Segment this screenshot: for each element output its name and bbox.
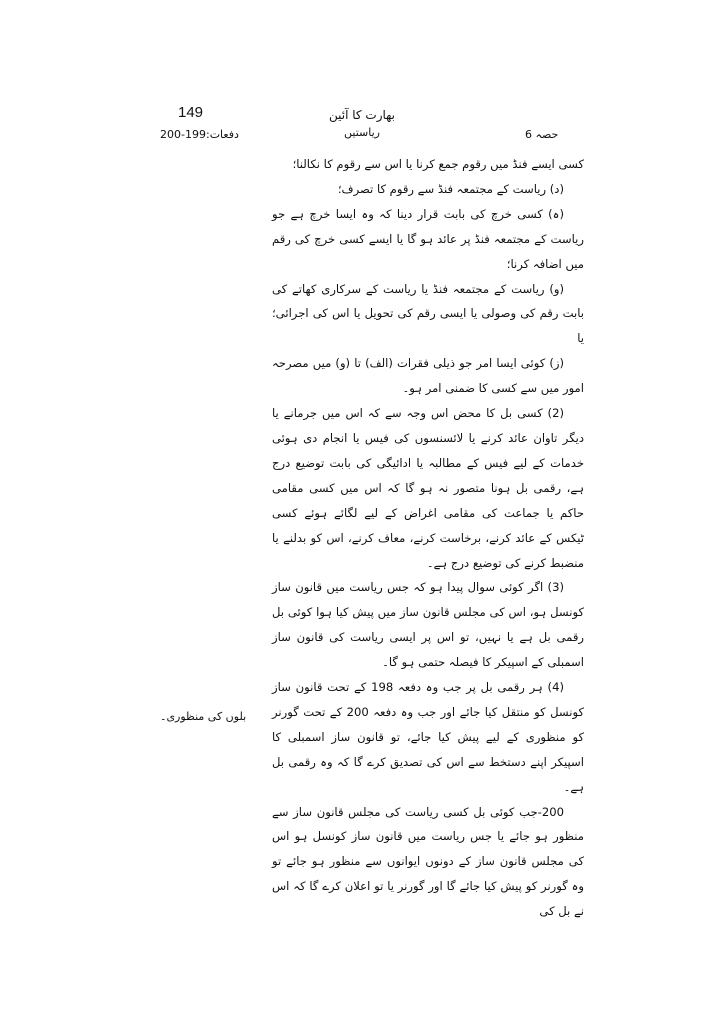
running-subtitle: ریاستیں	[344, 126, 380, 139]
running-title: بھارت کا آئین	[328, 108, 396, 122]
paragraph: (4) ہر رقمی بل پر جب وہ دفعہ 198 کے تحت قانون ساز کونسل کو منتقل کیا جائے اور جب وہ دفعہ 200 کے تحت گورنر کو منظوری کے لیے پیش کیا جائے، تو قانون ساز اسمبلی کا اسپیکر اپنے دستخط سے اس کی تصدیق کرے گا کہ وہ رقمی بل ہے۔	[272, 680, 584, 794]
part-reference: حصہ 6	[525, 128, 559, 141]
articles-reference: دفعات:199-200	[160, 128, 239, 141]
paragraph: 200-جب کوئی بل کسی ریاست کی مجلس قانون ساز سے منظور ہو جائے یا جس ریاست میں قانون ساز کونسل ہو اس کی مجلس قانون ساز کے دونوں ایوانوں سے منظور ہو جائے تو وہ گورنر کو پیش کیا جائے گا اور گورنر یا تو اعلان کرے گا کہ اس نے بل کی	[272, 804, 584, 919]
paragraph: (2) کسی بل کا محض اس وجہ سے کہ اس میں جرمانے یا دیگر تاوان عائد کرنے یا لائسنسوں کی فیس یا انجام دی ہوئی خدمات کے لیے فیس کے مطالبہ یا ادائیگی کی بابت توضیع درج ہے، رقمی بل ہونا متصور نہ ہو گا کہ اس میں کسی مقامی حاکم یا جماعت کی مقامی اغراض کے لیے لگائے ہوئے کسی ٹیکس کے عائد کرنے، برخاست کرنے، معاف کرنے، اس کو بدلنے یا منضبط کرنے کی توضیع درج ہے۔	[272, 406, 584, 570]
page-number: 149	[178, 104, 204, 121]
body-text	[272, 152, 584, 924]
paragraph: (ہ) کسی خرچ کی بابت قرار دینا کہ وہ ایسا خرچ ہے جو ریاست کے مجتمعہ فنڈ پر عائد ہو گا یا ایسے کسی خرچ کی رقم میں اضافہ کرنا؛	[272, 206, 584, 271]
paragraph: (ز) کوئی ایسا امر جو ذیلی فقرات (الف) تا (و) میں مصرحہ امور میں سے کسی کا ضمنی امر ہو۔	[272, 356, 584, 396]
paragraph: (و) ریاست کے مجتمعہ فنڈ یا ریاست کے سرکاری کھاتے کی بابت رقم کی وصولی یا ایسی رقم کی تحویل یا اس کی اجرائی؛ یا	[272, 281, 584, 346]
paragraph: (د) ریاست کے مجتمعہ فنڈ سے رقوم کا تصرف؛	[337, 181, 564, 196]
paragraph: (3) اگر کوئی سوال پیدا ہو کہ جس ریاست میں قانون ساز کونسل ہو، اس کی مجلس قانون ساز میں پیش کیا ہوا کوئی بل رقمی بل ہے یا نہیں، تو اس پر ایسی ریاست کی قانون ساز اسمبلی کے اسپیکر کا فیصلہ حتمی ہو گا۔	[272, 580, 584, 670]
paragraph: کسی ایسے فنڈ میں رقوم جمع کرنا یا اس سے رقوم کا نکالنا؛	[292, 157, 584, 171]
margin-note: بلوں کی منظوری۔	[160, 710, 247, 723]
